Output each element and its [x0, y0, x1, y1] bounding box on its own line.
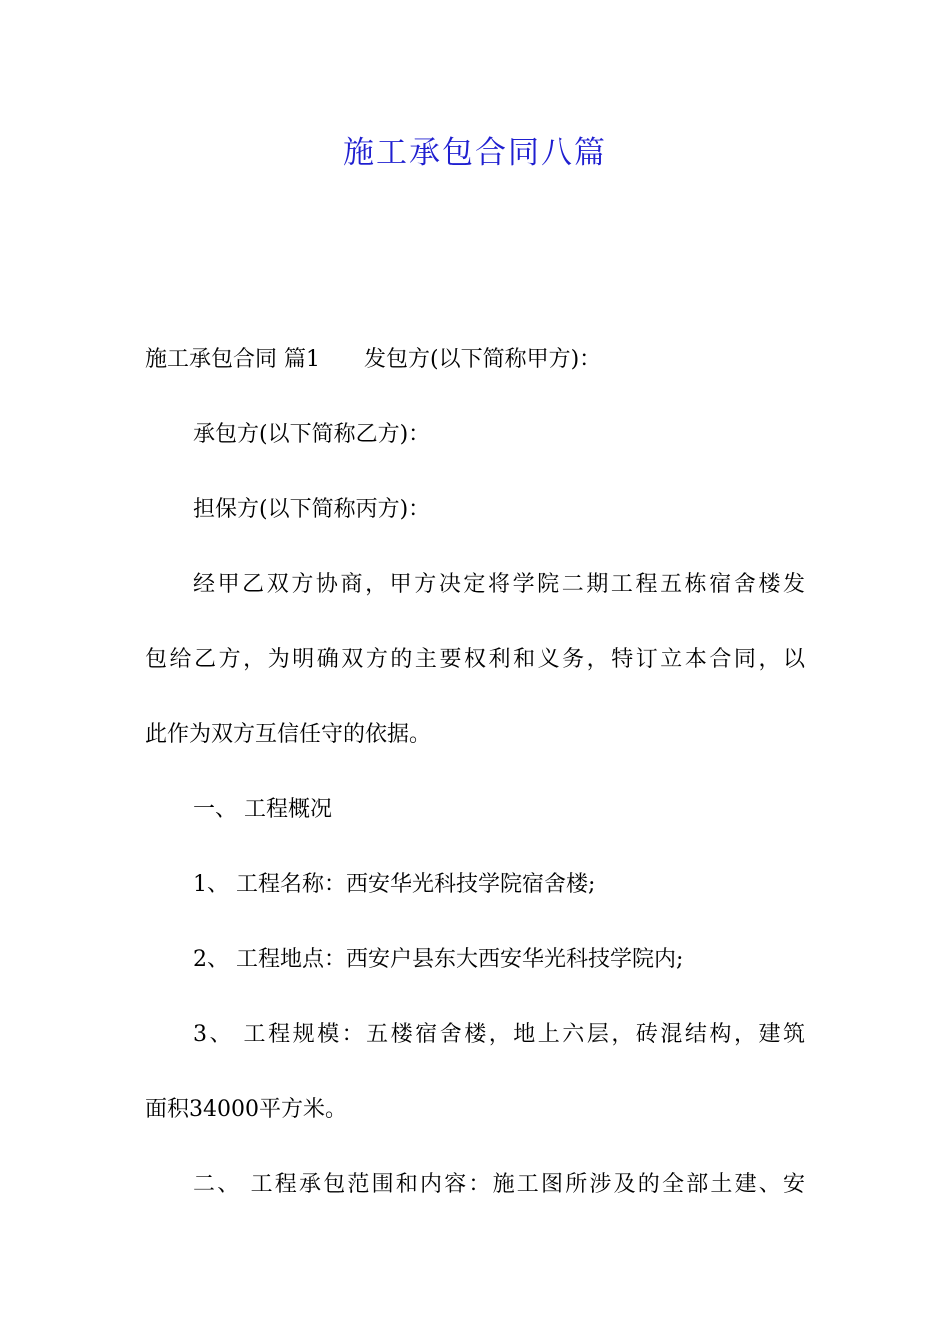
project-area-line: 面积34000平方米。	[145, 1097, 347, 1122]
guarantor-line: 担保方(以下简称丙方)：	[193, 497, 431, 522]
section-two-line: 二、 工程承包范围和内容：施工图所涉及的全部土建、安	[193, 1172, 805, 1197]
project-name-line: 1、 工程名称：西安华光科技学院宿舍楼;	[193, 872, 596, 897]
document-title: 施工承包合同八篇	[343, 135, 607, 171]
paragraph-line: 经甲乙双方协商，甲方决定将学院二期工程五栋宿舍楼发	[193, 572, 805, 597]
party-a-line: 发包方(以下简称甲方)：	[364, 347, 602, 372]
project-scale-line: 3、 工程规模：五楼宿舍楼，地上六层，砖混结构，建筑	[193, 1022, 805, 1047]
party-b-line: 承包方(以下简称乙方)：	[193, 422, 431, 447]
first-line	[145, 345, 805, 375]
section-heading: 施工承包合同 篇1	[145, 347, 320, 372]
project-location-line: 2、 工程地点：西安户县东大西安华光科技学院内;	[193, 947, 684, 972]
paragraph-line: 此作为双方互信任守的依据。	[145, 722, 432, 747]
section-one-heading: 一、 工程概况	[193, 797, 332, 822]
paragraph-line: 包给乙方，为明确双方的主要权利和义务，特订立本合同，以	[145, 647, 805, 672]
